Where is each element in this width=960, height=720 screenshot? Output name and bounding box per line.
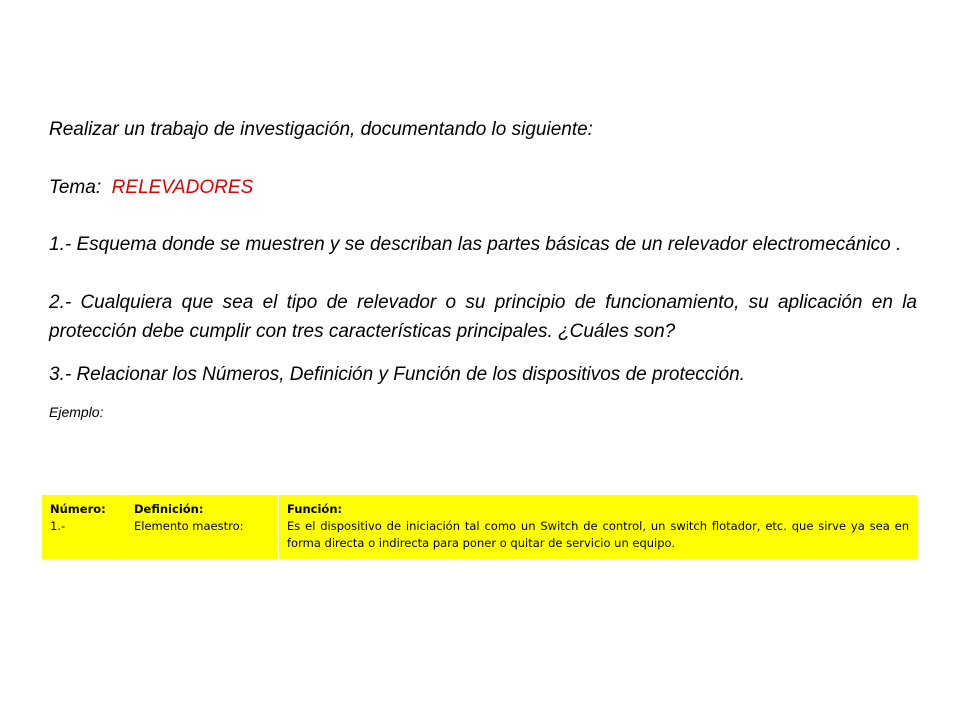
funcion-header: Función: bbox=[287, 502, 343, 516]
definicion-header: Definición: bbox=[134, 502, 204, 516]
definicion-cell bbox=[126, 495, 279, 560]
question-2: 2.- Cualquiera que sea el tipo de relevador o su principio de funcionamiento, su aplicación en la protección debe cumplir con tres características principales. ¿Cuáles son? bbox=[49, 292, 917, 342]
example-label: Ejemplo: bbox=[49, 404, 104, 420]
question-1: 1.- Esquema donde se muestren y se describan las partes básicas de un relevador electromecánico . bbox=[49, 234, 902, 255]
example-table bbox=[41, 494, 918, 560]
assignment-content bbox=[49, 115, 917, 421]
intro-text: Realizar un trabajo de investigación, documentando lo siguiente: bbox=[49, 119, 593, 140]
table-row bbox=[42, 495, 918, 560]
funcion-cell bbox=[279, 495, 918, 560]
topic-label: Tema: bbox=[49, 177, 102, 198]
topic-value: RELEVADORES bbox=[111, 177, 254, 198]
numero-header: Número: bbox=[50, 502, 106, 516]
topic-line bbox=[49, 173, 917, 202]
definicion-value: Elemento maestro: bbox=[134, 519, 244, 533]
question-3: 3.- Relacionar los Números, Definición y Función de los dispositivos de protección. bbox=[49, 364, 745, 385]
numero-cell bbox=[42, 495, 126, 560]
funcion-value: Es el dispositivo de iniciación tal como un Switch de control, un switch flotador, etc. que sirve ya sea en forma directa o indirecta para poner o quitar de servicio un equipo. bbox=[287, 519, 909, 550]
numero-value: 1.- bbox=[50, 519, 66, 533]
